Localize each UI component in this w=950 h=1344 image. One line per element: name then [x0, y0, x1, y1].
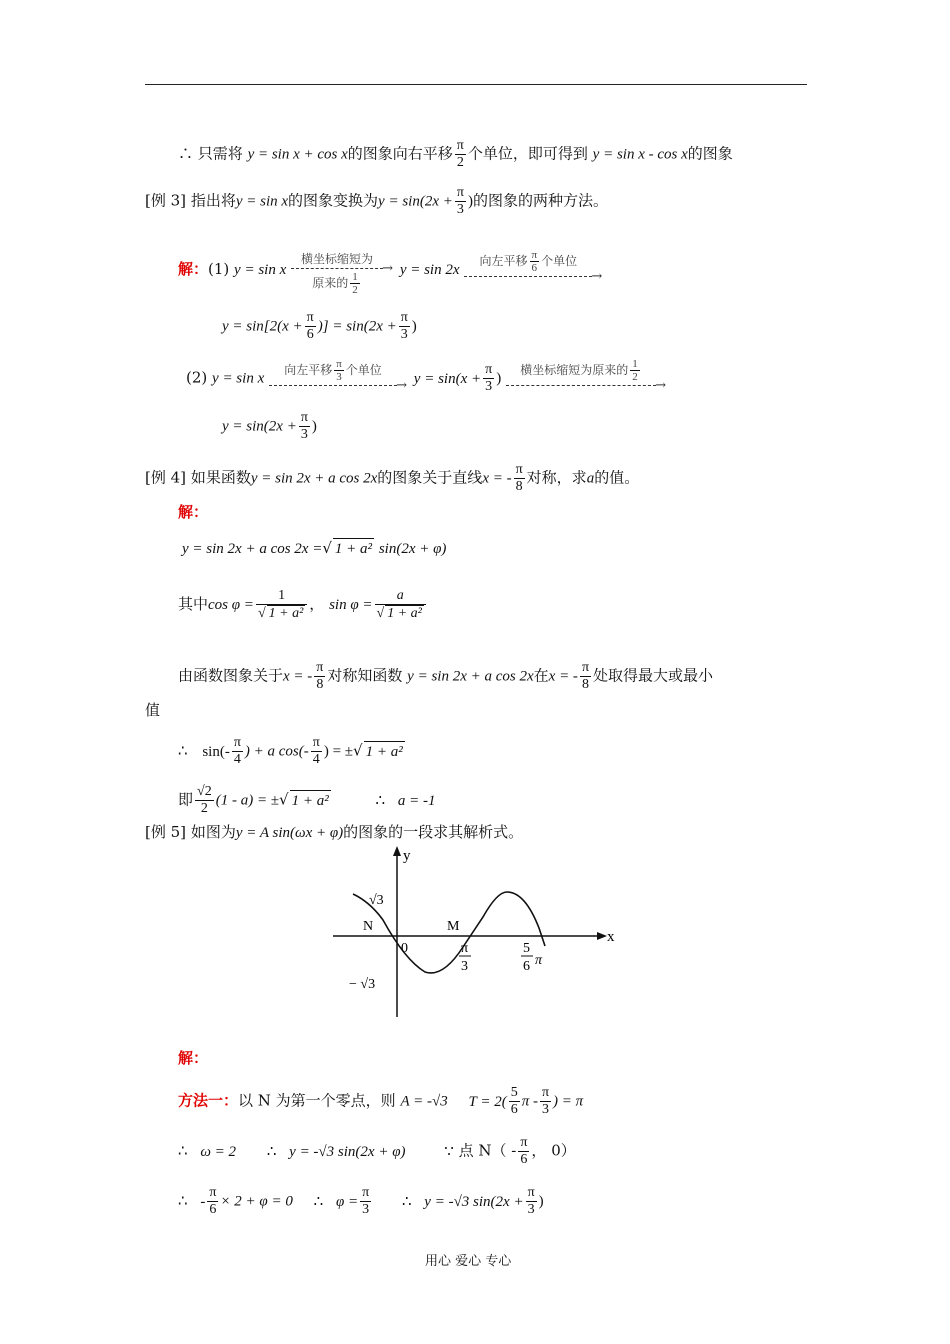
- fraction: [299, 410, 310, 443]
- text: 的图象向右平移: [347, 144, 453, 163]
- numerator: 1: [632, 357, 638, 370]
- numerator: π: [233, 735, 241, 750]
- numerator: π: [316, 660, 324, 675]
- method-label: (1): [208, 260, 230, 278]
- radicand: 1 + a²: [387, 606, 422, 621]
- arrow-label: [291, 271, 383, 296]
- therefore-symbol: ∴: [178, 741, 188, 760]
- y-axis-label: y: [403, 848, 411, 864]
- text: 的值。: [594, 468, 640, 487]
- transform-arrow: [506, 358, 656, 388]
- denominator: 8: [316, 677, 324, 692]
- denominator: 8: [581, 677, 589, 692]
- formula: ): [496, 370, 502, 387]
- formula: ): [467, 193, 473, 210]
- text: 在: [533, 666, 549, 685]
- fraction: [256, 588, 307, 622]
- therefore-symbol: ∴: [375, 790, 386, 809]
- denominator: 3: [456, 202, 464, 217]
- ex5-method-1: [178, 1085, 583, 1118]
- numerator: π: [300, 410, 308, 425]
- text: 对称，求: [526, 468, 587, 487]
- formula: A = -√3: [400, 1093, 448, 1110]
- tick-5pi6-num: 5: [523, 941, 530, 956]
- formula: ) + a cos(-: [244, 743, 309, 760]
- text: 的图象变换为: [288, 191, 379, 210]
- radicand: 1 + a²: [268, 606, 304, 621]
- formula: ω = 2: [200, 1143, 237, 1160]
- denominator: 3: [362, 1202, 370, 1217]
- example-4-statement: [145, 462, 639, 495]
- ex4-therefore-1: ∴ sin(- $\frac{\pi}{4}$ ) + a cos(- $\frac{\pi}{4}$ ) = ±√ 1 + a²: [178, 735, 403, 767]
- sine-graph: [325, 842, 625, 1020]
- denominator: 3: [300, 427, 308, 442]
- radicand: 1 + a²: [333, 538, 374, 559]
- formula: sin(2x + φ): [378, 541, 447, 557]
- variable: a: [586, 470, 595, 487]
- formula: (1 - a) = ±: [215, 792, 280, 809]
- tick-5pi6-pi: π: [535, 953, 543, 968]
- numerator: π: [306, 310, 314, 325]
- text: 其中: [178, 595, 209, 613]
- formula: × 2 + φ = 0: [220, 1193, 293, 1210]
- fraction: [580, 660, 591, 693]
- formula: cos φ =: [208, 597, 254, 613]
- formula: x = -: [283, 668, 313, 685]
- formula: y = sin 2x + a cos 2x: [407, 668, 534, 685]
- formula: ) = π: [553, 1093, 584, 1110]
- text: ， 0）: [531, 1141, 576, 1160]
- ex3-method-1-line1: [178, 248, 592, 296]
- fraction: [311, 735, 322, 768]
- point-n-label: N: [363, 919, 374, 934]
- fraction: [483, 362, 494, 395]
- text: 向左平移: [284, 362, 333, 377]
- formula: sin(-: [202, 743, 230, 760]
- fraction: [305, 310, 316, 343]
- ex4-paragraph: [178, 660, 713, 693]
- formula: a = -1: [397, 792, 436, 809]
- denominator: 6: [520, 1152, 528, 1167]
- text: 由函数图象关于: [178, 666, 284, 685]
- text: 指出将: [190, 191, 236, 210]
- denominator: √ 1 + a²: [376, 606, 422, 621]
- fraction: [530, 249, 540, 274]
- because-symbol: ∵: [444, 1141, 454, 1160]
- arrow-label: [506, 358, 656, 383]
- denominator: 3: [485, 379, 493, 394]
- formula: )] = sin(2x +: [317, 318, 397, 335]
- text: 个单位: [345, 362, 382, 377]
- formula: y = sin[2(x +: [222, 318, 303, 335]
- method-label: 方法一：: [178, 1091, 239, 1110]
- numerator: π: [336, 357, 342, 370]
- numerator: a: [375, 588, 426, 605]
- fraction: [630, 358, 640, 383]
- formula: y = sin 2x: [399, 262, 460, 278]
- numerator: π: [515, 462, 523, 477]
- denominator: 3: [336, 370, 342, 383]
- formula: y = sin x: [212, 370, 265, 387]
- formula: ): [538, 1193, 544, 1210]
- arrow-label: [464, 249, 592, 274]
- formula: y = -√3 sin(2x + φ): [289, 1143, 406, 1160]
- method-label: (2): [186, 368, 208, 387]
- numerator: 5: [510, 1085, 518, 1100]
- formula: ) = ±: [323, 743, 354, 760]
- example-5-statement: [145, 822, 523, 843]
- text: 的图象的两种方法。: [472, 191, 608, 210]
- numerator: π: [400, 310, 408, 325]
- numerator: 1: [352, 271, 358, 283]
- denominator: 6: [306, 327, 314, 342]
- arrow-line: [464, 276, 592, 277]
- origin-label: 0: [401, 941, 408, 956]
- ex5-result-2: [178, 1185, 544, 1218]
- therefore-symbol: ∴: [178, 1191, 188, 1210]
- formula: x = -: [482, 470, 512, 487]
- text: 个单位: [541, 254, 578, 268]
- text: 的图象的一段求其解析式。: [343, 823, 524, 841]
- formula: φ =: [335, 1193, 359, 1210]
- ex4-equation-1: y = sin 2x + a cos 2x =√ 1 + a² sin(2x + φ): [182, 539, 447, 557]
- denominator: 6: [209, 1202, 217, 1217]
- header-rule: [145, 84, 807, 85]
- ex3-method-2-line1: [186, 357, 656, 395]
- formula: ): [311, 418, 317, 435]
- text: 横坐标缩短为原来的: [520, 362, 629, 377]
- fraction: [514, 462, 525, 495]
- therefore-symbol: ∴: [313, 1191, 324, 1210]
- text: 处取得最大或最小: [593, 666, 714, 685]
- numerator: π: [581, 660, 590, 675]
- denominator: 2: [352, 284, 358, 296]
- arrow-line: [506, 385, 656, 386]
- formula: sin φ =: [329, 597, 373, 613]
- denominator: 2: [632, 370, 638, 383]
- formula: y = sin(2x +: [222, 418, 297, 435]
- denominator: 6: [510, 1102, 518, 1117]
- text: 向左平移: [479, 254, 528, 268]
- y-max-label: √3: [369, 893, 384, 908]
- text: ，: [309, 595, 325, 613]
- denominator: 4: [312, 752, 320, 767]
- fraction: [518, 1135, 529, 1168]
- formula: y = sin 2x + a cos 2x =: [182, 541, 323, 557]
- formula: y = sin x: [235, 193, 289, 210]
- tick-5pi6-den: 6: [523, 959, 530, 974]
- denominator: 4: [233, 752, 241, 767]
- text: 值: [145, 701, 161, 719]
- ex3-method-2-result: [222, 410, 317, 443]
- formula: y = sin x: [234, 262, 287, 278]
- text: 如果函数: [190, 468, 251, 487]
- point-m-label: M: [447, 919, 460, 934]
- formula: T = 2(: [468, 1093, 507, 1110]
- arrow-label: [269, 358, 397, 383]
- fraction: [360, 1185, 371, 1218]
- numerator: π: [456, 185, 464, 200]
- text: 的图象关于直线: [377, 468, 483, 487]
- transform-arrow: [464, 249, 592, 279]
- text: 个单位，即可得到: [467, 144, 588, 163]
- therefore-symbol: ∴: [401, 1191, 412, 1210]
- arrow-line: [269, 385, 397, 386]
- denominator: √ 1 + a²: [257, 606, 304, 621]
- example-3-statement: [145, 185, 608, 218]
- numerator: π: [312, 735, 320, 750]
- text: 对称知函数: [327, 666, 403, 685]
- numerator: π: [541, 1085, 550, 1100]
- formula: x = -: [548, 668, 578, 685]
- therefore-symbol: ∴: [266, 1141, 277, 1160]
- formula: y = sin(2x +: [378, 193, 453, 210]
- text-line-1: [178, 138, 733, 171]
- formula: y = -√3 sin(2x +: [424, 1193, 524, 1210]
- fraction: [455, 185, 466, 218]
- denominator: 2: [200, 801, 208, 816]
- x-axis-label: x: [607, 929, 615, 945]
- x-axis-arrow-icon: [597, 932, 607, 940]
- therefore-symbol: ∴: [178, 1141, 188, 1160]
- numerator: π: [527, 1185, 535, 1200]
- numerator: √2: [197, 784, 212, 799]
- formula: -: [200, 1193, 206, 1210]
- solution-label: 解：: [178, 1049, 209, 1067]
- y-min-label: − √3: [349, 977, 376, 992]
- tick-pi3-num: π: [461, 941, 469, 956]
- fraction: [350, 271, 360, 296]
- fraction: [526, 1185, 537, 1218]
- fraction: [509, 1085, 520, 1118]
- text: 点 N（ -: [458, 1141, 517, 1160]
- numerator: π: [531, 249, 538, 261]
- example-label: [例 5]: [145, 823, 187, 841]
- ex5-result-1: [178, 1135, 576, 1168]
- formula: y = sin x - cos x: [592, 146, 688, 163]
- denominator: 6: [531, 262, 538, 274]
- arrow-label: 横坐标缩短为: [301, 252, 374, 266]
- denominator: 3: [527, 1202, 535, 1217]
- ex4-phi-definitions: [178, 588, 428, 622]
- formula: y = A sin(ωx + φ): [235, 825, 344, 841]
- numerator: 1: [256, 588, 307, 605]
- fraction: [455, 138, 466, 171]
- numerator: π: [456, 138, 464, 153]
- denominator: 2: [456, 155, 464, 170]
- formula: ): [411, 318, 417, 335]
- transform-arrow: [291, 252, 383, 296]
- numerator: π: [520, 1135, 528, 1150]
- solution-label: 解：: [178, 260, 209, 278]
- text: ∴ 只需将: [178, 144, 243, 163]
- numerator: π: [485, 362, 493, 377]
- fraction: [207, 1185, 218, 1218]
- text: 的图象: [687, 144, 733, 163]
- text: 原来的: [312, 276, 349, 290]
- text: 即: [178, 790, 194, 809]
- example-label: [例 3]: [145, 191, 187, 210]
- example-label: [例 4]: [145, 468, 187, 487]
- text: 如图为: [190, 823, 236, 841]
- fraction: [334, 358, 344, 383]
- arrow-line: [291, 268, 383, 269]
- y-axis-arrow-icon: [393, 846, 401, 856]
- page-footer: 用心 爱心 专心: [425, 1254, 512, 1269]
- fraction: [195, 784, 214, 817]
- formula: y = sin x + cos x: [247, 146, 348, 163]
- formula: y = sin 2x + a cos 2x: [250, 470, 378, 487]
- denominator: 3: [400, 327, 408, 342]
- numerator: π: [209, 1185, 217, 1200]
- formula: y = sin(x +: [413, 370, 482, 387]
- solution-label: 解：: [178, 503, 209, 521]
- fraction: [399, 310, 410, 343]
- text: 以 N 为第一个零点，则: [238, 1091, 396, 1110]
- fraction: [375, 588, 426, 622]
- tick-pi3-den: 3: [461, 959, 468, 974]
- fraction: [232, 735, 243, 768]
- radicand: 1 + a²: [290, 790, 331, 811]
- denominator: 3: [542, 1102, 549, 1117]
- transform-arrow: [269, 358, 397, 388]
- denominator: 8: [515, 479, 523, 494]
- ex3-method-1-result: [222, 310, 417, 343]
- radicand: 1 + a²: [364, 741, 405, 762]
- fraction: [314, 660, 325, 693]
- numerator: π: [362, 1185, 370, 1200]
- formula: π -: [521, 1093, 538, 1110]
- ex4-therefore-2: 即 $\frac{√2}{2}$ (1 - a) = ±√ 1 + a² ∴ a = -1: [178, 784, 436, 816]
- fraction: [540, 1085, 551, 1118]
